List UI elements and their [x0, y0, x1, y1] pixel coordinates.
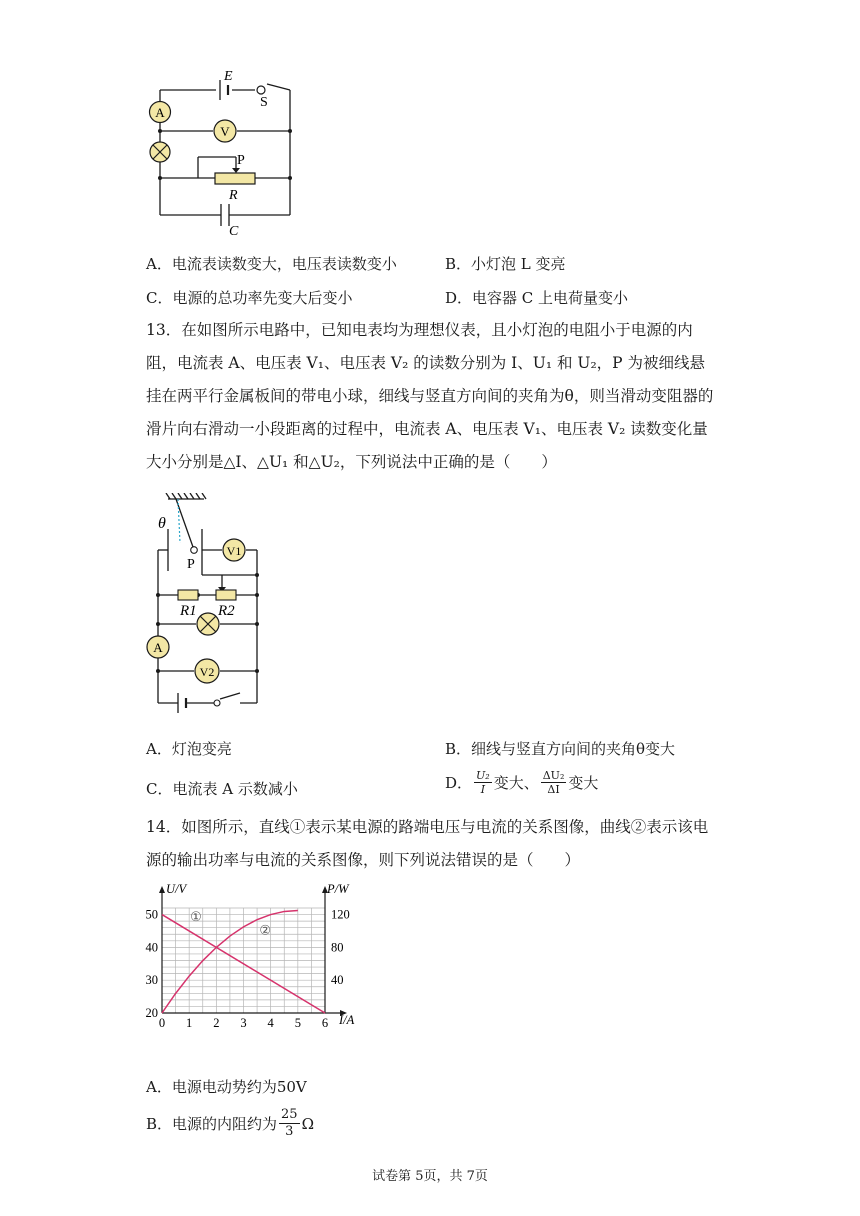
switch-label: S [260, 95, 268, 110]
fraction-denominator: ΔI [547, 783, 560, 796]
voltmeter-icon [214, 120, 236, 142]
q14-option-b [146, 1107, 314, 1140]
option-label: D． [445, 774, 473, 792]
capacitor-label: C [229, 224, 239, 239]
y-right-tick-label: 40 [331, 973, 344, 988]
q14-question-text: 14．如图所示，直线①表示某电源的路端电压与电流的关系图像，曲线②表示该电源的输出功率与电流的关系图像，则下列说法错误的是（ ） [146, 818, 709, 869]
x-tick-label: 2 [213, 1016, 220, 1030]
q12-option-b: B．小灯泡 L 变亮 [445, 255, 566, 273]
y-left-tick-label: 40 [145, 940, 158, 955]
svg-text:V1: V1 [226, 544, 242, 558]
theta-label: θ [158, 515, 166, 532]
y-right-tick-label: 80 [331, 940, 344, 955]
r2-resistor-icon [216, 590, 236, 600]
q13-option-b: B．细线与竖直方向间的夹角θ变大 [445, 740, 676, 758]
svg-text:A: A [155, 105, 165, 120]
y-left-tick-label: 30 [145, 973, 158, 988]
y-right-tick-label: 120 [331, 907, 350, 922]
chart-axes [159, 886, 347, 1016]
svg-text:V2: V2 [199, 665, 215, 679]
y-left-tick-label: 50 [145, 907, 158, 922]
y-axis-left-label: U/V [166, 882, 187, 896]
ammeter-icon [147, 636, 169, 658]
page-footer: 试卷第 5页，共 7页 [372, 1169, 488, 1184]
x-tick-label: 5 [294, 1016, 301, 1030]
slider-label: P [237, 153, 245, 168]
q12-option-a: A．电流表读数变大，电压表读数变小 [146, 255, 397, 273]
q12-circuit-diagram [140, 68, 310, 240]
emf-label: E [224, 69, 233, 84]
x-axis-label: I/A [339, 1013, 355, 1027]
q13-option-d [445, 769, 598, 796]
fraction-du2-over-di [541, 769, 567, 796]
unit-ohm: Ω [301, 1114, 315, 1133]
fraction-denominator: I [480, 783, 486, 796]
v1-voltmeter-icon [223, 539, 245, 561]
q14-option-a: A．电源电动势约为50V [146, 1078, 307, 1096]
y-left-tick-label: 20 [145, 1006, 158, 1020]
fraction-denominator: 3 [285, 1124, 294, 1139]
q13-option-a: A．灯泡变亮 [146, 740, 232, 758]
q12-option-d: D．电容器 C 上电荷量变小 [445, 289, 629, 307]
fraction-25-over-3 [279, 1107, 300, 1140]
fraction-u2-over-i [474, 769, 492, 796]
x-tick-label: 1 [186, 1016, 193, 1030]
series-label-2: ② [259, 922, 272, 938]
svg-text:A: A [153, 640, 163, 655]
r1-resistor-icon [178, 590, 198, 600]
chart-ticks [146, 908, 350, 1030]
x-tick-label: 6 [321, 1016, 329, 1030]
x-tick-label: 0 [158, 1016, 166, 1030]
series-label-1: ① [190, 909, 202, 925]
option-text: B．电源的内阻约为 [146, 1115, 278, 1133]
chart-grid [162, 908, 325, 1013]
fraction-numerator: 25 [281, 1107, 298, 1122]
fraction-numerator: U₂ [476, 769, 490, 782]
x-tick-label: 3 [240, 1016, 247, 1030]
q14-chart [140, 878, 370, 1038]
svg-text:V: V [220, 124, 230, 139]
ammeter-icon [150, 102, 171, 123]
fraction-numerator: ΔU₂ [542, 769, 565, 782]
y-axis-right-label: P/W [327, 882, 349, 896]
r2-label: R2 [218, 603, 235, 619]
resistor-label: R [229, 188, 238, 203]
lamp-icon [150, 142, 170, 162]
option-text: 变大 [568, 774, 599, 792]
q13-question-text: 13．在如图所示电路中，已知电表均为理想仪表，且小灯泡的电阻小于电源的内阻，电流表 A、电压表 V₁、电压表 V₂ 的读数分别为 I、U₁ 和 U₂，P 为被细线悬挂在两平行金属板间的带电小球，细线与竖直方向间的夹角为θ，则当滑动变阻器的滑片向右滑动一小段距离的过程中，电流表 A、电压表 V₁、电压表 V₂ 读数变化量大小分别是△I、△U₁ 和△U₂，下列说法中正确的是（ ） [146, 321, 714, 471]
option-text: 变大、 [493, 774, 539, 792]
ball-label: P [187, 557, 195, 572]
x-tick-label: 4 [267, 1016, 274, 1030]
lamp-icon [197, 613, 219, 635]
q12-option-c: C．电源的总功率先变大后变小 [146, 289, 353, 307]
r1-label: R1 [180, 603, 197, 619]
rheostat-icon [215, 173, 255, 184]
v2-voltmeter-icon [195, 659, 219, 683]
q13-circuit-diagram [140, 493, 270, 715]
q13-option-c: C．电流表 A 示数减小 [146, 780, 298, 798]
y-axis-left-arrow-icon [159, 886, 165, 893]
